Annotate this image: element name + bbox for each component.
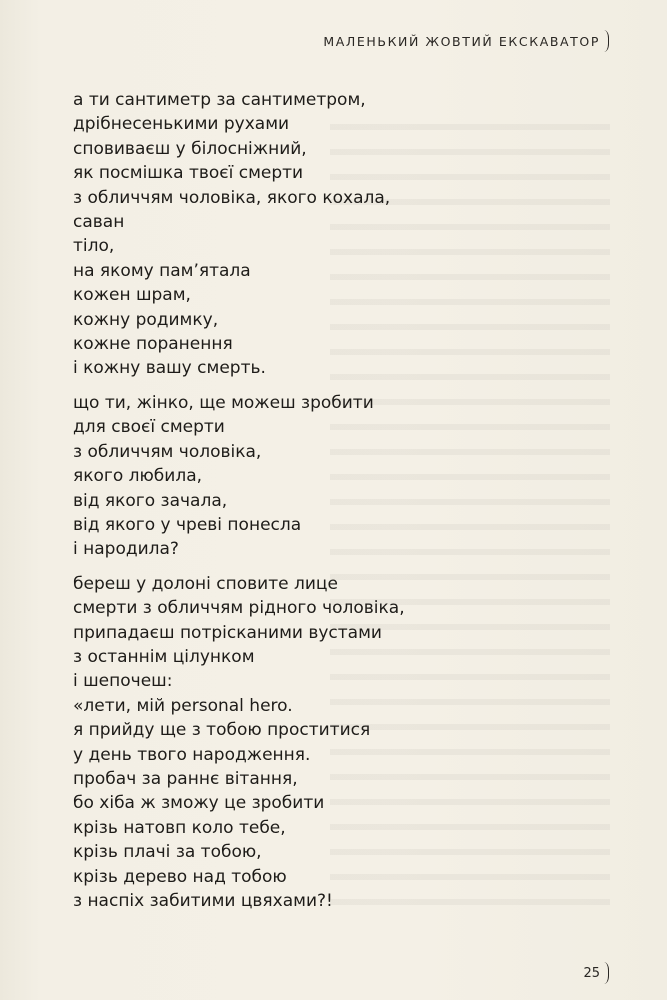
poem-line: сповиваєш у білосніжний, — [73, 138, 307, 159]
poem-line: крізь плачі за тобою, — [73, 842, 262, 863]
poem-line: з обличчям чоловіка, — [73, 441, 262, 462]
poem-line: крізь натовп коло тебе, — [73, 817, 286, 838]
poem-line: кожен шрам, — [73, 285, 191, 306]
poem-line: що ти, жінко, ще можеш зробити — [73, 392, 374, 413]
poem-line: пробач за раннє вітання, — [73, 768, 298, 789]
stanza-2 — [73, 391, 573, 562]
page-number-text: 25 — [583, 965, 600, 981]
poem-line: і кожну вашу смерть. — [73, 358, 266, 379]
poem-line: на якому пам’ятала — [73, 260, 251, 281]
poem-line: а ти сантиметр за сантиметром, — [73, 90, 366, 110]
poem-line: кожну родимку, — [73, 309, 219, 330]
poem-line: від якого у чреві понесла — [73, 514, 302, 535]
poem-line: з наспіх забитими цвяхами?! — [73, 891, 333, 911]
poem-line: дрібнесенькими рухами — [73, 114, 290, 135]
poem-line: як посмішка твоєї смерти — [73, 163, 304, 184]
page-number — [583, 962, 609, 984]
poem-line: кожне поранення — [73, 334, 233, 355]
poem-line: саван — [73, 212, 125, 233]
poem-line: і народила? — [73, 539, 179, 560]
poem-line: і шепочеш: — [73, 671, 173, 692]
poem-line: з останнім цілунком — [73, 646, 255, 667]
poem-line: для своєї смерти — [73, 417, 225, 438]
poem-line: у день твого народження. — [73, 744, 311, 765]
poem-line: тіло, — [73, 236, 115, 257]
poem-line: з обличчям чоловіка, якого кохала, — [73, 187, 391, 208]
bracket-mark-icon — [604, 30, 609, 52]
poem-line: крізь дерево над тобою — [73, 866, 287, 887]
poem-line: береш у долоні сповите лице — [73, 573, 338, 594]
running-title: МАЛЕНЬКИЙ ЖОВТИЙ ЕКСКАВАТОР — [323, 33, 600, 49]
poem-line: від якого зачала, — [73, 490, 228, 511]
poem-line: я прийду ще з тобою проститися — [73, 720, 371, 741]
stanza-1 — [73, 88, 573, 381]
poem-line: смерти з обличчям рідного чоловіка, — [73, 598, 405, 619]
poem-line: припадаєш потрісканими вустами — [73, 622, 382, 643]
running-head — [323, 30, 609, 52]
poem-line: «лети, мій personal hero. — [73, 695, 293, 716]
stanza-3 — [73, 572, 573, 914]
poem-body — [73, 88, 573, 923]
poem-line: якого любила, — [73, 466, 203, 487]
poem-line: бо хіба ж зможу це зробити — [73, 793, 325, 814]
bracket-mark-icon — [604, 962, 609, 984]
